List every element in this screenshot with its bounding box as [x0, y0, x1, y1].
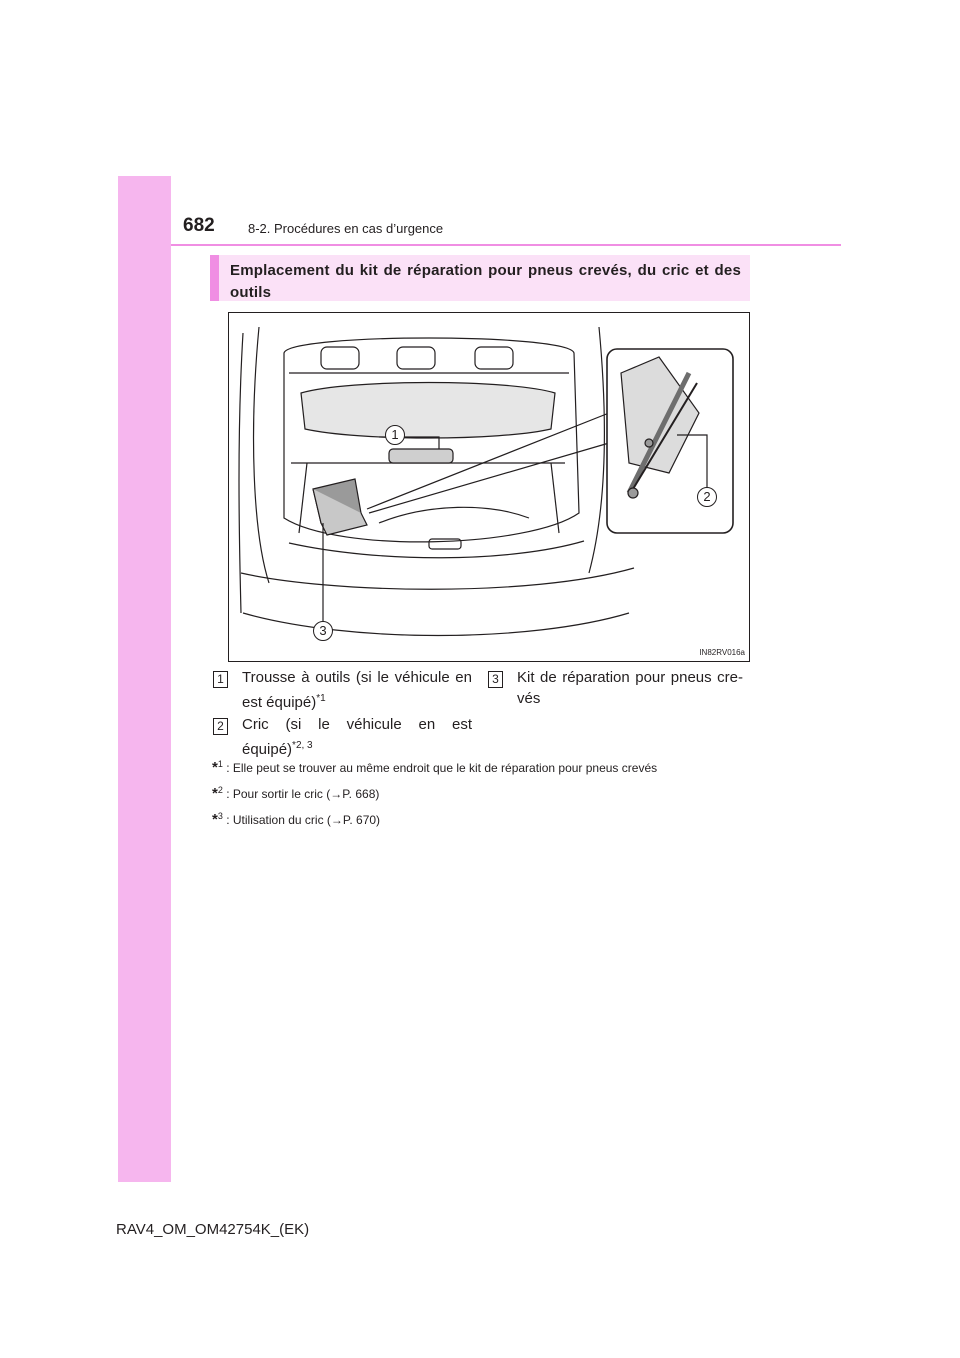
header-divider [171, 244, 841, 246]
legend-2-text [242, 714, 472, 760]
page-side-tab [118, 176, 171, 1182]
legend-3-label: Kit de réparation pour pneus crevés [517, 669, 743, 707]
footnote-3-star: * [212, 811, 218, 828]
callout-1: 1 [385, 425, 405, 445]
legend-1-label: Trousse à outils (si le véhicule en est équipé) [242, 669, 472, 711]
trunk-illustration [228, 312, 750, 662]
footnote-1-text: : Elle peut se trouver au même endroit que le kit de réparation pour pneus crevés [226, 761, 658, 775]
section-title: Emplacement du kit de réparation pour pneus crevés, du cric et des outils [210, 255, 750, 301]
callout-2: 2 [697, 487, 717, 507]
page-number: 682 [183, 215, 215, 236]
footnote-3-text: : Utilisation du cric (→P. 670) [226, 813, 381, 827]
footnote-2-sup: 2 [217, 785, 223, 795]
footnote-2-star: * [212, 785, 218, 802]
footnote-2 [212, 785, 379, 802]
footnote-3-sup: 3 [217, 811, 223, 821]
footnote-2-text: : Pour sortir le cric (→P. 668) [226, 787, 380, 801]
figure-code: IN82RV016a [699, 648, 745, 657]
document-code: RAV4_OM_OM42754K_(EK) [116, 1221, 310, 1238]
footnote-1-sup: 1 [217, 759, 223, 769]
legend-3-text [517, 667, 743, 709]
legend-2-label: Cric (si le véhicule en est équipé) [242, 716, 472, 758]
legend-2-number: 2 [213, 718, 228, 735]
footnote-3 [212, 811, 380, 828]
legend-3-number: 3 [488, 671, 503, 688]
legend-2-note: *2, 3 [292, 740, 313, 751]
legend-1-text [242, 667, 472, 713]
callout-3: 3 [313, 621, 333, 641]
footnote-1-star: * [212, 759, 218, 776]
footnote-1 [212, 759, 657, 776]
legend-1-number: 1 [213, 671, 228, 688]
trunk-drawing [229, 313, 751, 663]
legend-1-note: *1 [316, 693, 326, 704]
section-label: 8-2. Procédures en cas d’urgence [248, 221, 444, 236]
